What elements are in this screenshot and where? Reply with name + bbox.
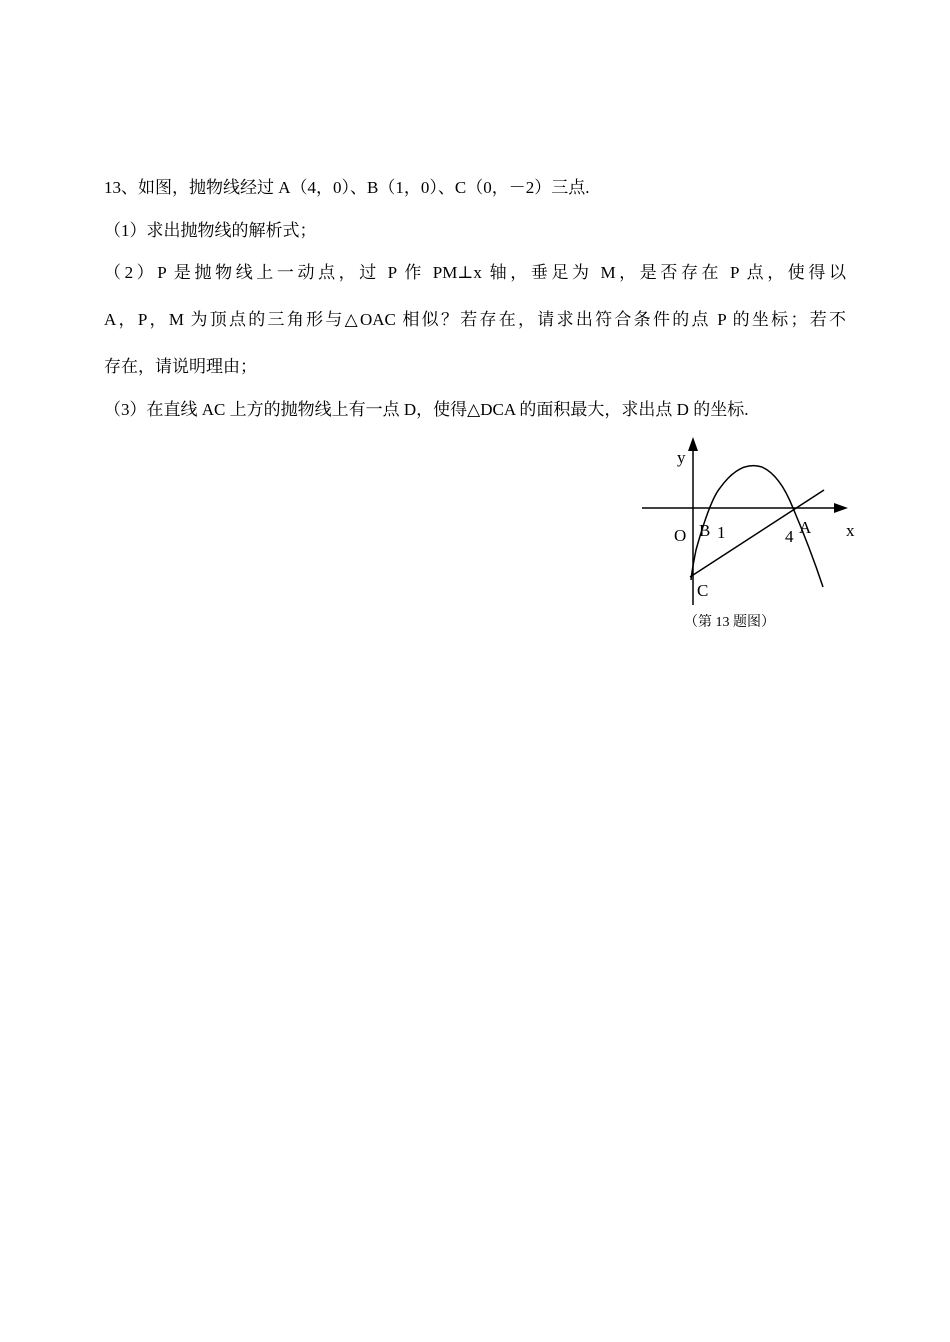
question-part-2-line-2: A，P，M 为顶点的三角形与△OAC 相似？若存在，请求出符合条件的点 P 的坐标；若不 (104, 310, 846, 329)
x-axis-arrow (834, 503, 848, 513)
point-a-label: A (799, 518, 812, 537)
question-part-2-line-1: （2）P 是抛物线上一动点，过 P 作 PM⊥x 轴，垂足为 M，是否存在 P 点，使得以 (104, 263, 846, 282)
question-part-2-line-3: 存在，请说明理由； (104, 357, 257, 376)
question-part-1: （1）求出抛物线的解析式； (104, 221, 317, 240)
problem-title: 13、如图，抛物线经过 A（4，0）、B（1，0）、C（0，－2）三点. (104, 178, 590, 197)
figure-caption: （第 13 题图） (684, 615, 775, 630)
parabola-figure (630, 430, 870, 640)
tick-1-label: 1 (717, 523, 726, 542)
x-axis-label: x (846, 521, 855, 540)
y-axis-arrow (688, 437, 698, 451)
origin-label: O (674, 526, 687, 545)
point-c-label: C (697, 581, 709, 600)
point-b-label: B (699, 521, 711, 540)
question-part-3: （3）在直线 AC 上方的抛物线上有一点 D，使得△DCA 的面积最大，求出点 D 的坐标. (104, 400, 749, 419)
y-axis-label: y (677, 448, 686, 467)
tick-4-label: 4 (785, 527, 794, 546)
